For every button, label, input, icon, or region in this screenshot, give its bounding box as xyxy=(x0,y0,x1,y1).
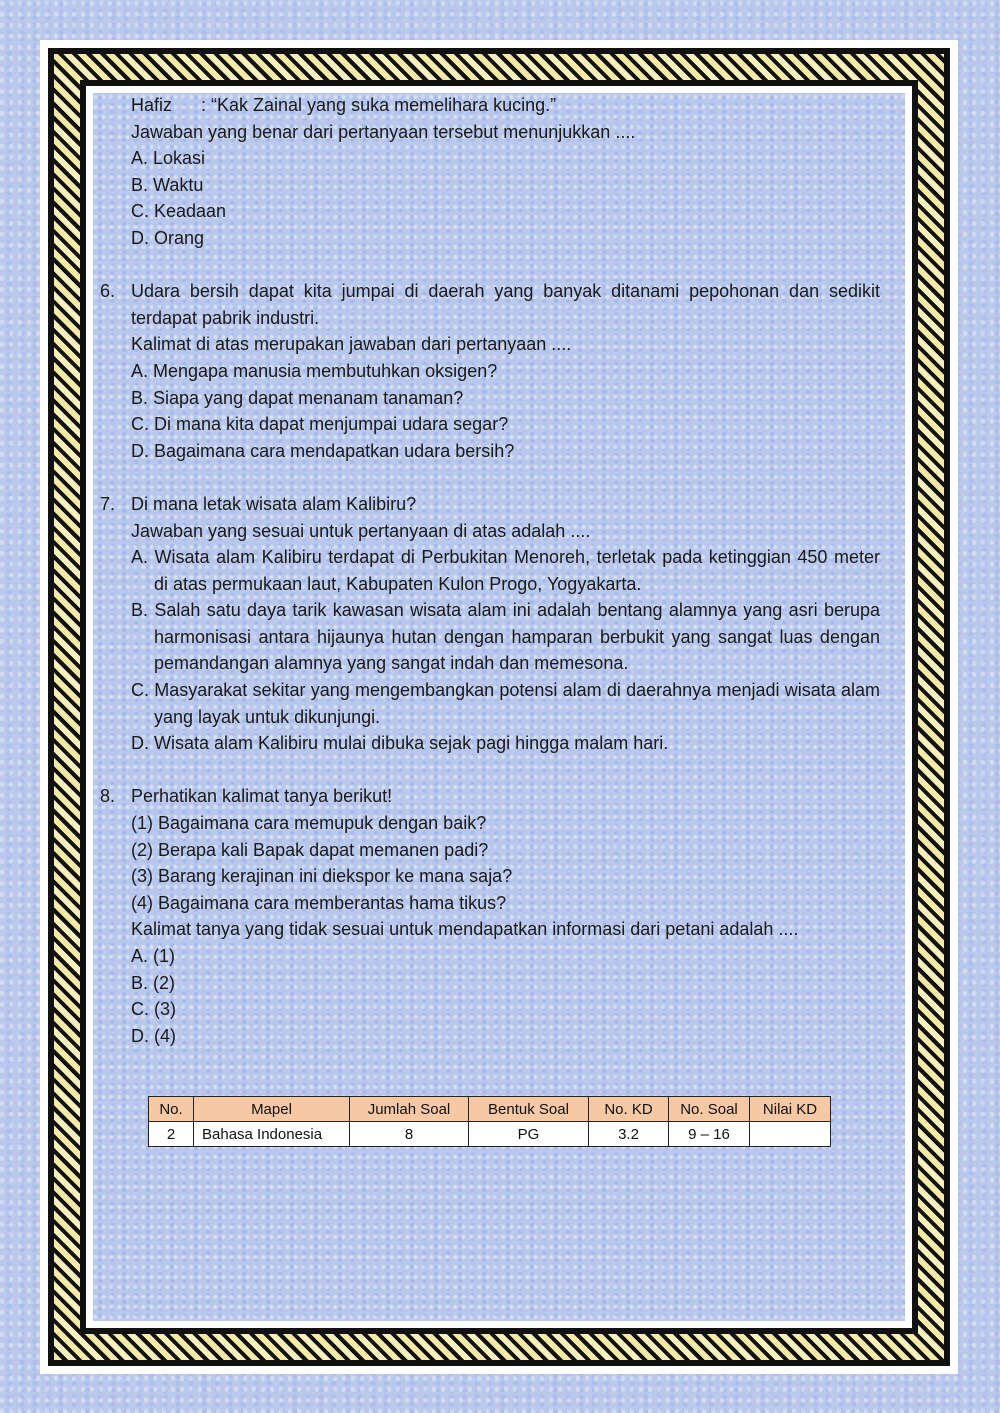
question-number: 6. xyxy=(100,281,116,302)
answer-option: D. Bagaimana cara mendapatkan udara bersih? xyxy=(131,440,515,461)
answer-option: D. (4) xyxy=(131,1025,176,1046)
answer-option: C. (3) xyxy=(131,999,176,1020)
answer-option: A. Lokasi xyxy=(131,148,206,169)
question-item: (2) Berapa kali Bapak dapat memanen padi? xyxy=(131,839,489,860)
table-header-cell: No. KD xyxy=(589,1097,669,1122)
answer-option: A. Wisata alam Kalibiru terdapat di Perbukitan Menoreh, terletak pada ketinggian 450 meter di atas permukaan laut, Kabupaten Kulon Progo, Yogyakarta. xyxy=(131,547,880,594)
question-8 xyxy=(100,783,880,810)
table-header-cell: Jumlah Soal xyxy=(350,1097,469,1122)
answer-option: B. (2) xyxy=(131,972,176,993)
answer-option: D. Wisata alam Kalibiru mulai dibuka sejak pagi hingga malam hari. xyxy=(131,733,669,754)
table-cell: Bahasa Indonesia xyxy=(194,1122,350,1147)
question-prompt: Kalimat di atas merupakan jawaban dari pertanyaan .... xyxy=(131,334,572,355)
answer-option: A. Mengapa manusia membutuhkan oksigen? xyxy=(131,360,498,381)
table-cell: 9 – 16 xyxy=(669,1122,750,1147)
question-number: 7. xyxy=(100,493,116,514)
question-prompt: Kalimat tanya yang tidak sesuai untuk mendapatkan informasi dari petani adalah .... xyxy=(131,919,799,940)
table-header-cell: No. xyxy=(149,1097,194,1122)
question-text: Udara bersih dapat kita jumpai di daerah yang banyak ditanami pepohonan dan sedikit terdapat pabrik industri. xyxy=(131,281,880,328)
question-number: 8. xyxy=(100,786,116,807)
question-prompt: Jawaban yang sesuai untuk pertanyaan di atas adalah .... xyxy=(131,520,591,541)
answer-option: B. Waktu xyxy=(131,174,204,195)
answer-option: A. (1) xyxy=(131,946,176,966)
table-header-cell: Nilai KD xyxy=(750,1097,831,1122)
table-cell: 3.2 xyxy=(589,1122,669,1147)
table-cell: 8 xyxy=(350,1122,469,1147)
question-item: (1) Bagaimana cara memupuk dengan baik? xyxy=(131,813,487,834)
answer-option: B. Salah satu daya tarik kawasan wisata alam ini adalah bentang alamnya yang asri berupa harmonisasi antara hijaunya hutan dengan hamparan berbukit yang sangat luas dengan pemandangan alamnya yang sangat indah dan memesona. xyxy=(131,600,880,674)
question-prompt: Jawaban yang benar dari pertanyaan tersebut menunjukkan .... xyxy=(131,121,636,142)
table-row xyxy=(149,1122,831,1147)
question-text: Di mana letak wisata alam Kalibiru? xyxy=(131,493,417,514)
question-item: (4) Bagaimana cara memberantas hama tikus? xyxy=(131,892,507,913)
summary-table xyxy=(148,1096,831,1147)
table-header-cell: Bentuk Soal xyxy=(469,1097,589,1122)
answer-option: C. Masyarakat sekitar yang mengembangkan potensi alam di daerahnya menjadi wisata alam yang layak untuk dikunjungi. xyxy=(131,680,880,727)
answer-option: B. Siapa yang dapat menanam tanaman? xyxy=(131,387,464,408)
answer-option: C. Di mana kita dapat menjumpai udara segar? xyxy=(131,414,509,435)
question-7 xyxy=(100,491,880,518)
speaker-label: Hafiz xyxy=(131,95,173,115)
worksheet-content xyxy=(100,92,880,1049)
answer-option: D. Orang xyxy=(131,227,205,248)
table-header-cell: Mapel xyxy=(194,1097,350,1122)
table-header-row xyxy=(149,1097,831,1122)
answer-option: C. Keadaan xyxy=(131,201,227,222)
question-6 xyxy=(100,278,880,331)
table-header-cell: No. Soal xyxy=(669,1097,750,1122)
question-text: Perhatikan kalimat tanya berikut! xyxy=(131,786,393,807)
table-cell xyxy=(750,1122,831,1147)
speaker-text: : “Kak Zainal yang suka memelihara kucing.” xyxy=(201,95,557,115)
table-cell: 2 xyxy=(149,1122,194,1147)
hafiz-line xyxy=(100,92,880,119)
question-item: (3) Barang kerajinan ini diekspor ke mana saja? xyxy=(131,866,513,887)
table-cell: PG xyxy=(469,1122,589,1147)
